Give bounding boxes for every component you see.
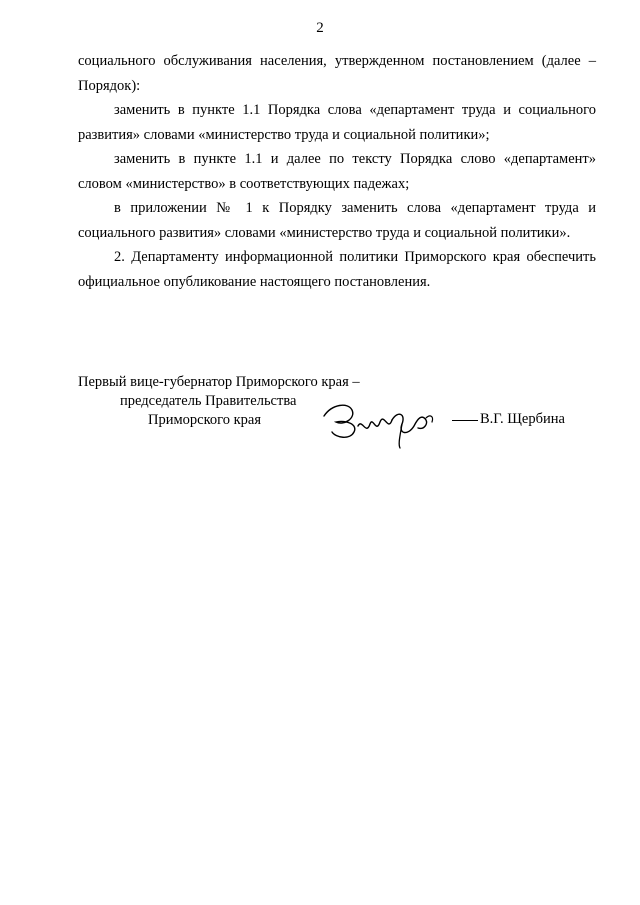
signatory-title-line-1: Первый вице-губернатор Приморского края – [78, 374, 360, 390]
handwritten-signature [318, 396, 448, 452]
page-number: 2 [316, 20, 324, 36]
signature-underline [452, 420, 478, 421]
signatory-name-line [452, 411, 565, 428]
paragraph-publication: 2. Департаменту информационной политики Приморского края обеспечить официальное опубликование настоящего постановления. [78, 249, 596, 290]
signatory-title-line-2: председатель Правительства [120, 393, 297, 409]
document-body [78, 49, 596, 294]
paragraph-replace-appendix: в приложении № 1 к Порядку заменить слова «департамент труда и социального развития» словами «министерство труда и социальной политики». [78, 200, 596, 241]
signatory-name: В.Г. Щербина [480, 411, 565, 427]
paragraph-replace-clause-1: заменить в пункте 1.1 Порядка слова «департамент труда и социального развития» словами «министерство труда и социальной политики»; [78, 102, 596, 143]
paragraph-replace-clause-2: заменить в пункте 1.1 и далее по тексту Порядка слово «департамент» словом «министерство» в соответствующих падежах; [78, 151, 596, 192]
paragraph-continuation: социального обслуживания населения, утвержденном постановлением (далее – Порядок): [78, 53, 596, 94]
signatory-title-line-3: Приморского края [148, 412, 262, 428]
